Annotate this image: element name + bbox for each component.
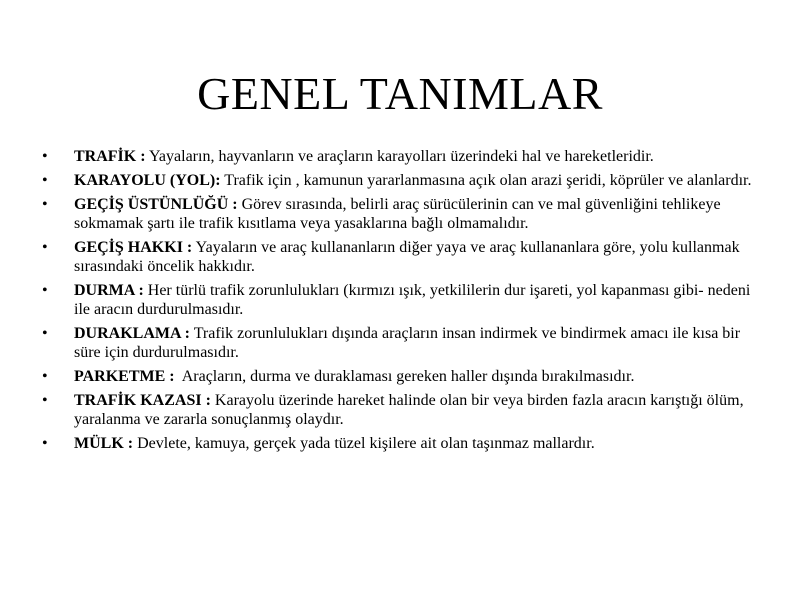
term: PARKETME : (74, 368, 175, 385)
list-item-duraklama (0, 324, 800, 362)
slide-title: GENEL TANIMLAR (197, 68, 603, 119)
list-item-trafik (0, 147, 800, 166)
definition: Trafik için , kamunun yararlanmasına açık olan arazi şeridi, köprüler ve alanlardır. (220, 172, 752, 189)
bullet-icon: • (42, 172, 48, 189)
definition: Karayolu üzerinde hareket halinde olan bir veya birden fazla aracın karıştığı ölüm, yaralanma ve zararla sonuçlanmış olaydır. (74, 392, 744, 428)
term: TRAFİK : (74, 148, 146, 165)
list-item-gecis-ustunlugu (0, 195, 800, 233)
list-item-durma (0, 281, 800, 319)
term: MÜLK : (74, 435, 134, 452)
list-item-karayolu (0, 171, 800, 190)
definition: Yayaların ve araç kullananların diğer yaya ve araç kullananlara göre, yolu kullanmak sırasındaki öncelik hakkıdır. (74, 239, 740, 275)
bullet-icon: • (42, 196, 48, 213)
bullet-icon: • (42, 239, 48, 256)
bullet-icon: • (42, 148, 48, 165)
definition: Araçların, durma ve duraklaması gereken haller dışında bırakılmasıdır. (174, 368, 635, 385)
term: TRAFİK KAZASI : (74, 392, 211, 409)
list-item-mulk (0, 434, 800, 453)
bullet-icon: • (42, 282, 48, 299)
bullet-icon: • (42, 392, 48, 409)
term: DURAKLAMA : (74, 325, 190, 342)
bullet-icon: • (42, 325, 48, 342)
definition: Görev sırasında, belirli araç sürücülerinin can ve mal güvenliğini tehlikeye sokmamak şartı ile trafik kısıtlama veya yasaklarına bağlı olmamalıdır. (74, 196, 721, 232)
definition: Her türlü trafik zorunlulukları (kırmızı ışık, yetkililerin dur işareti, yol kapanması gibi- nedeni ile aracın durdurulmasıdır. (74, 282, 751, 318)
definition-list (0, 147, 800, 458)
term: KARAYOLU (YOL): (74, 172, 221, 189)
definition: Devlete, kamuya, gerçek yada tüzel kişilere ait olan taşınmaz mallardır. (133, 435, 595, 452)
term: GEÇİŞ ÜSTÜNLÜĞÜ : (74, 196, 238, 213)
bullet-icon: • (42, 435, 48, 452)
definition: Yayaların, hayvanların ve araçların karayolları üzerindeki hal ve hareketleridir. (145, 148, 654, 165)
list-item-gecis-hakki (0, 238, 800, 276)
definition: Trafik zorunlulukları dışında araçların insan indirmek ve bindirmek amacı ile kısa bir süre için durdurulmasıdır. (74, 325, 741, 361)
term: DURMA : (74, 282, 144, 299)
term: GEÇİŞ HAKKI : (74, 239, 193, 256)
list-item-parketme (0, 367, 800, 386)
list-item-trafik-kazasi (0, 391, 800, 429)
bullet-icon: • (42, 368, 48, 385)
